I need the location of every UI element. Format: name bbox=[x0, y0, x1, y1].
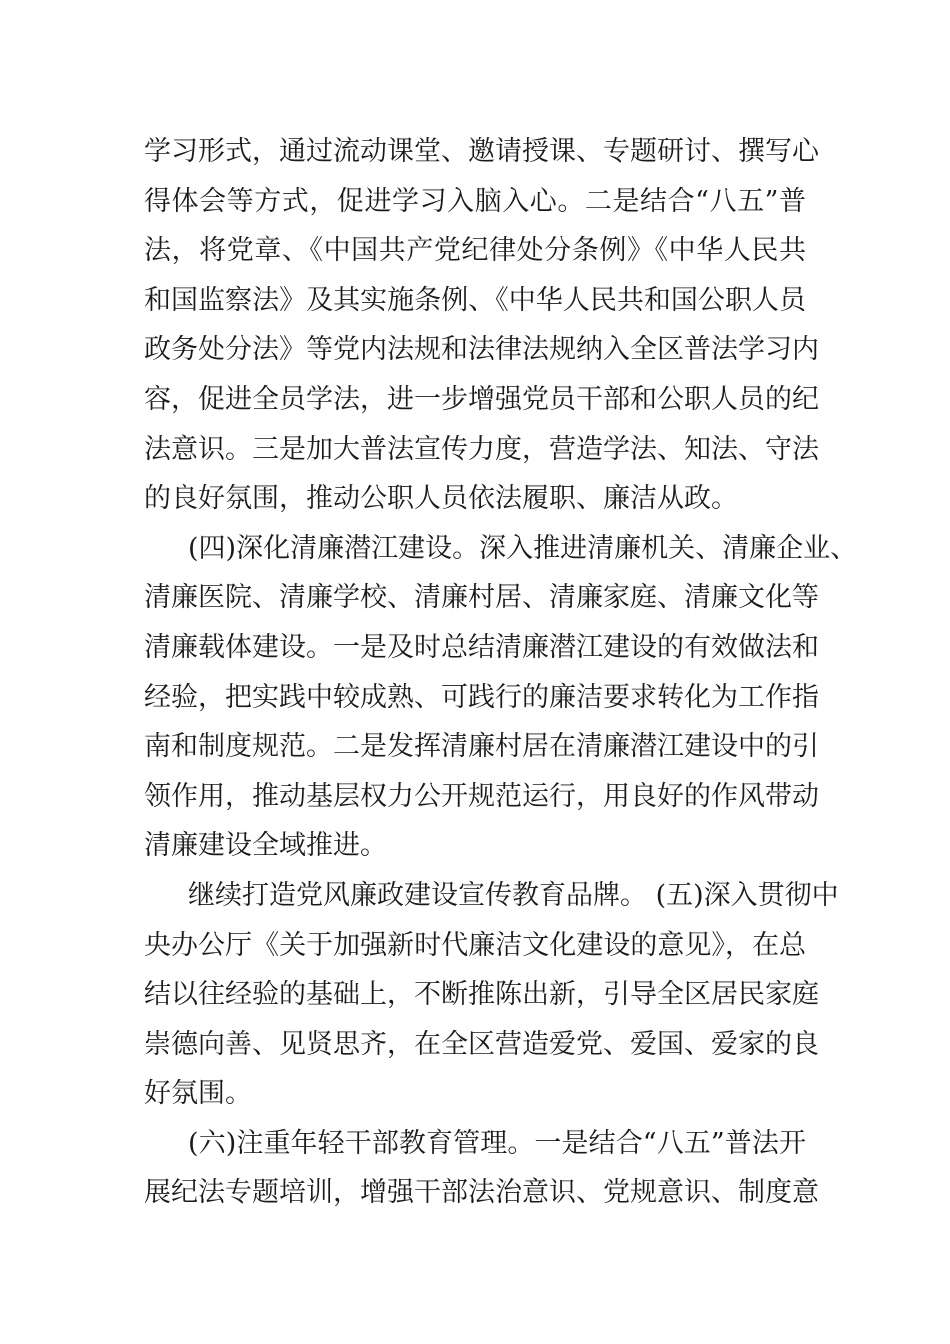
text-line: 央办公厅《关于加强新时代廉洁文化建设的意见》，在总 bbox=[144, 929, 806, 961]
text-line: 崇德向善、见贤思齐，在全区营造爱党、爱国、爱家的良 bbox=[144, 1028, 819, 1060]
text-line: 领作用，推动基层权力公开规范运行，用良好的作风带动 bbox=[144, 780, 819, 812]
text-line: 清廉载体建设。一是及时总结清廉潜江建设的有效做法和 bbox=[144, 631, 819, 663]
text-line: 和国监察法》及其实施条例、《中华人民共和国公职人员 bbox=[144, 284, 806, 316]
text-line: 法，将党章、《中国共产党纪律处分条例》《中华人民共 bbox=[144, 235, 806, 267]
text-line: 南和制度规范。二是发挥清廉村居在清廉潜江建设中的引 bbox=[144, 731, 819, 763]
text-line: 容，促进全员学法，进一步增强党员干部和公职人员的纪 bbox=[144, 383, 819, 415]
text-line: 得体会等方式，促进学习入脑入心。二是结合“八五”普 bbox=[144, 185, 806, 217]
section-heading-line: (四)深化清廉潜江建设。深入推进清廉机关、清廉企业、 bbox=[188, 532, 858, 564]
text-line: 政务处分法》等党内法规和法律法规纳入全区普法学习内 bbox=[144, 334, 819, 366]
text-line: 好氛围。 bbox=[144, 1078, 252, 1110]
section-heading-line: 继续打造党风廉政建设宣传教育品牌。 (五)深入贯彻中 bbox=[188, 879, 839, 911]
text-line: 清廉医院、清廉学校、清廉村居、清廉家庭、清廉文化等 bbox=[144, 582, 819, 614]
text-line: 学习形式，通过流动课堂、邀请授课、专题研讨、撰写心 bbox=[144, 136, 819, 167]
section-heading-line: (六)注重年轻干部教育管理。一是结合“八五”普法开 bbox=[188, 1127, 806, 1159]
text-line: 经验，把实践中较成熟、可践行的廉洁要求转化为工作指 bbox=[144, 681, 819, 713]
text-line: 法意识。三是加大普法宣传力度，营造学法、知法、守法 bbox=[144, 433, 819, 465]
text-line: 的良好氛围，推动公职人员依法履职、廉洁从政。 bbox=[144, 483, 738, 515]
document-body bbox=[144, 127, 858, 1218]
text-line: 结以往经验的基础上，不断推陈出新，引导全区居民家庭 bbox=[144, 979, 819, 1011]
text-line: 展纪法专题培训，增强干部法治意识、党规意识、制度意 bbox=[144, 1177, 819, 1209]
text-line: 清廉建设全域推进。 bbox=[144, 830, 387, 862]
